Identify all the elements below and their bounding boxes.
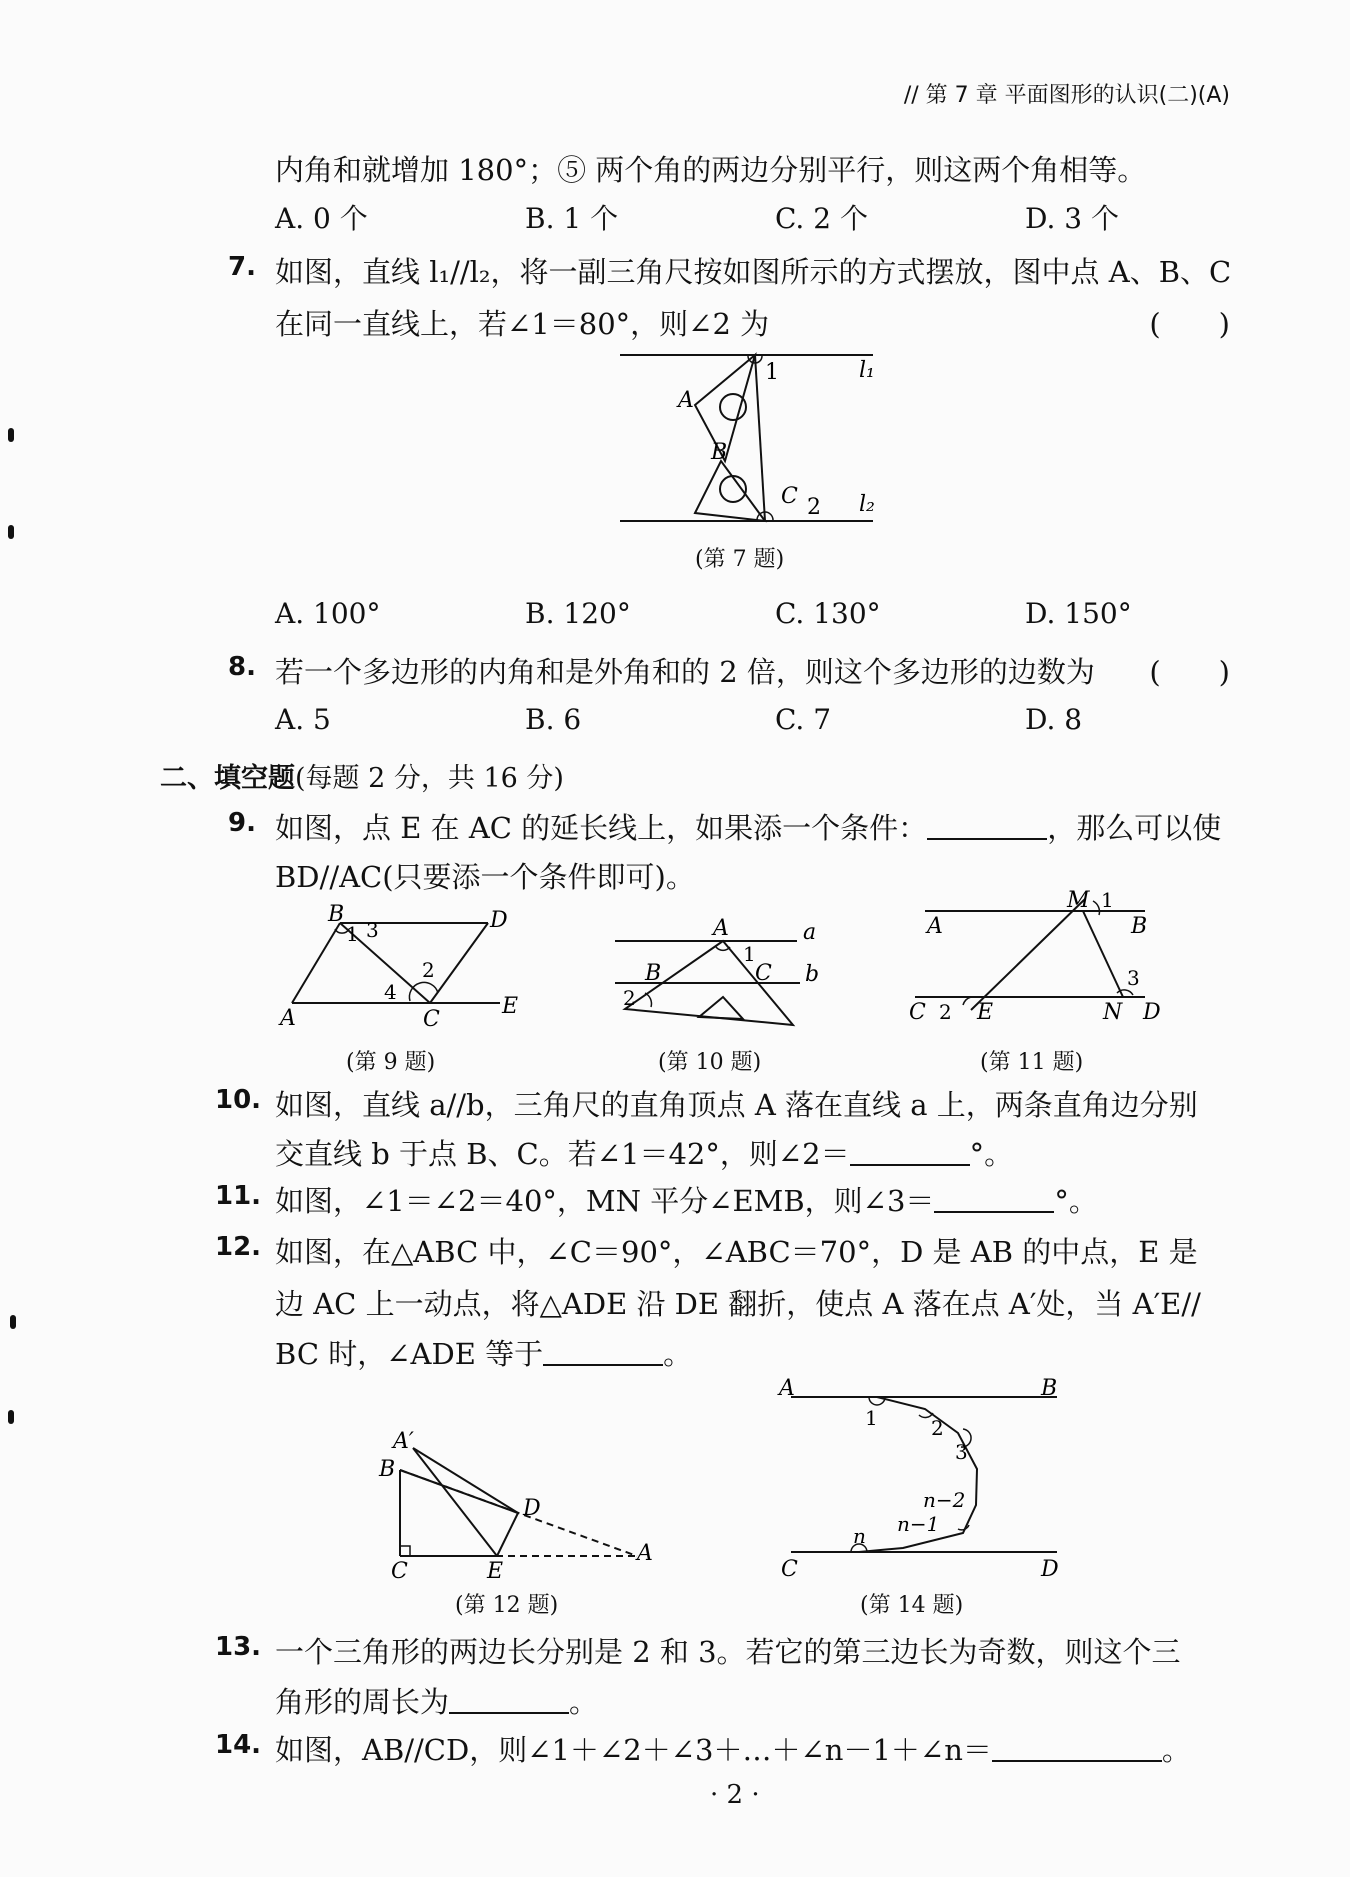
q11-text-b: °。 bbox=[1054, 1184, 1098, 1218]
fig14-label-d: D bbox=[1041, 1557, 1059, 1582]
fig7-label-b: B bbox=[711, 440, 728, 465]
q12-answer-blank[interactable] bbox=[543, 1338, 663, 1366]
q10-line2 bbox=[275, 1132, 1013, 1173]
fig9-label-2: 2 bbox=[422, 958, 435, 982]
q10-figure bbox=[605, 915, 835, 1040]
q13-number: 13. bbox=[215, 1632, 262, 1662]
q12-line1: 如图，在△ABC 中，∠C＝90°，∠ABC＝70°，D 是 AB 的中点，E 是 bbox=[275, 1235, 1198, 1269]
q11-number: 11. bbox=[215, 1181, 262, 1211]
q7-line2: 在同一直线上，若∠1＝80°，则∠2 为 bbox=[275, 307, 770, 341]
q12-line3-a: BC 时，∠ADE 等于 bbox=[275, 1337, 544, 1371]
fig7-label-l1: l₁ bbox=[859, 358, 875, 383]
q13-answer-blank[interactable] bbox=[449, 1686, 569, 1714]
fig7-label-2: 2 bbox=[807, 495, 821, 520]
fig9-label-e: E bbox=[502, 994, 519, 1019]
q13-line2 bbox=[275, 1680, 598, 1721]
fig12-label-a: A bbox=[637, 1541, 653, 1566]
fig10-label-2: 2 bbox=[623, 986, 636, 1010]
q9-number: 9. bbox=[228, 808, 256, 838]
fig14-label-1: 1 bbox=[865, 1406, 878, 1430]
scan-mark bbox=[8, 1410, 14, 1424]
q14-figure bbox=[775, 1375, 1075, 1585]
fig12-label-b: B bbox=[379, 1457, 396, 1482]
q10-number: 10. bbox=[215, 1085, 262, 1115]
fig11-label-1: 1 bbox=[1101, 888, 1114, 912]
scan-mark bbox=[10, 1315, 16, 1329]
fig11-label-2: 2 bbox=[939, 1000, 952, 1024]
scan-mark bbox=[8, 428, 14, 442]
fig9-label-b: B bbox=[328, 902, 345, 927]
fig14-label-n-minus-1: n−1 bbox=[897, 1512, 940, 1536]
fig14-label-3: 3 bbox=[955, 1440, 968, 1464]
fig14-label-c: C bbox=[781, 1557, 798, 1582]
q14-text-b: 。 bbox=[1161, 1733, 1191, 1767]
fig9-label-4: 4 bbox=[384, 980, 397, 1004]
q7-caption: (第 7 题) bbox=[695, 547, 785, 572]
q12-line3-b: 。 bbox=[663, 1337, 693, 1371]
page-number: · 2 · bbox=[710, 1780, 760, 1810]
q13-line1: 一个三角形的两边长分别是 2 和 3。若它的第三边长为奇数，则这个三 bbox=[275, 1635, 1181, 1669]
fig11-label-e: E bbox=[977, 1000, 994, 1025]
fig10-label-c-point: C bbox=[755, 961, 772, 986]
section-fill-in-title bbox=[160, 756, 564, 795]
q6-option-c: C. 2 个 bbox=[775, 202, 868, 235]
q6-option-b: B. 1 个 bbox=[525, 202, 619, 235]
q7-figure bbox=[615, 345, 895, 530]
lower-triangle bbox=[695, 461, 765, 521]
fig11-label-d: D bbox=[1143, 1000, 1161, 1025]
q11-text bbox=[275, 1179, 1098, 1220]
fig7-label-l2: l₂ bbox=[859, 492, 875, 517]
q9-line1 bbox=[275, 806, 1221, 847]
q9-answer-blank[interactable] bbox=[927, 812, 1047, 840]
q6-option-a: A. 0 个 bbox=[275, 202, 368, 235]
q11-text-a: 如图，∠1＝∠2＝40°，MN 平分∠EMB，则∠3＝ bbox=[275, 1184, 935, 1218]
q14-caption: (第 14 题) bbox=[860, 1593, 964, 1618]
fig10-label-1: 1 bbox=[743, 942, 756, 966]
q10-line1: 如图，直线 a//b，三角尺的直角顶点 A 落在直线 a 上，两条直角边分别 bbox=[275, 1088, 1198, 1122]
fig14-label-n-minus-2: n−2 bbox=[923, 1488, 966, 1512]
fig11-label-m: M bbox=[1067, 888, 1090, 913]
q14-text bbox=[275, 1728, 1191, 1769]
fig14-label-2: 2 bbox=[931, 1416, 944, 1440]
fig11-label-3: 3 bbox=[1127, 966, 1140, 990]
q7-line1: 如图，直线 l₁//l₂，将一副三角尺按如图所示的方式摆放，图中点 A、B、C bbox=[275, 255, 1232, 289]
fig12-label-d: D bbox=[523, 1496, 541, 1521]
fig11-label-n: N bbox=[1103, 1000, 1123, 1025]
scan-mark bbox=[8, 525, 14, 539]
fig7-label-a: A bbox=[678, 388, 694, 413]
q9-figure bbox=[278, 902, 538, 1032]
q12-figure bbox=[375, 1420, 675, 1584]
fig14-label-n: n bbox=[853, 1524, 866, 1548]
q8-text: 若一个多边形的内角和是外角和的 2 倍，则这个多边形的边数为 bbox=[275, 655, 1095, 689]
fig10-label-b-line: b bbox=[805, 962, 820, 987]
q9-line1-a: 如图，点 E 在 AC 的延长线上，如果添一个条件： bbox=[275, 811, 928, 845]
q12-number: 12. bbox=[215, 1232, 262, 1262]
fig9-label-a: A bbox=[280, 1006, 296, 1031]
q9-line1-b: ，那么可以使 bbox=[1047, 811, 1222, 845]
q7-number: 7. bbox=[228, 252, 256, 282]
fig9-label-c: C bbox=[423, 1007, 440, 1032]
q7-option-b: B. 120° bbox=[525, 597, 631, 630]
q8-option-d: D. 8 bbox=[1025, 703, 1083, 736]
upper-triangle-hole bbox=[720, 394, 746, 420]
section-note: (每题 2 分，共 16 分) bbox=[295, 763, 564, 794]
q6-tail-text: 内角和就增加 180°；⑤ 两个角的两边分别平行，则这两个角相等。 bbox=[275, 153, 1147, 187]
q10-answer-blank[interactable] bbox=[850, 1138, 970, 1166]
fig12-label-e: E bbox=[487, 1559, 504, 1584]
q7-option-a: A. 100° bbox=[275, 597, 381, 630]
q13-line2-a: 角形的周长为 bbox=[275, 1685, 450, 1719]
q6-option-d: D. 3 个 bbox=[1025, 202, 1119, 235]
page-header: // 第 7 章 平面图形的认识(二)(A) bbox=[903, 83, 1230, 108]
q10-caption: (第 10 题) bbox=[658, 1050, 762, 1075]
q8-number: 8. bbox=[228, 652, 256, 682]
q8-option-c: C. 7 bbox=[775, 703, 832, 736]
q10-line2-a: 交直线 b 于点 B、C。若∠1＝42°，则∠2＝ bbox=[275, 1137, 850, 1171]
q8-option-b: B. 6 bbox=[525, 703, 582, 736]
fig12-label-a-prime: A′ bbox=[393, 1429, 414, 1454]
q13-line2-b: 。 bbox=[569, 1685, 599, 1719]
fig12-label-c: C bbox=[391, 1559, 408, 1584]
q7-option-c: C. 130° bbox=[775, 597, 881, 630]
fig14-label-a: A bbox=[779, 1376, 795, 1401]
q8-option-a: A. 5 bbox=[275, 703, 331, 736]
q12-caption: (第 12 题) bbox=[455, 1593, 559, 1618]
q14-answer-blank[interactable] bbox=[992, 1734, 1162, 1762]
q14-text-a: 如图，AB//CD，则∠1＋∠2＋∠3＋…＋∠n－1＋∠n＝ bbox=[275, 1733, 992, 1767]
fig9-label-d: D bbox=[490, 908, 508, 933]
section-title: 二、填空题 bbox=[160, 763, 295, 794]
fig9-label-1: 1 bbox=[346, 922, 359, 946]
fig10-label-a-point: A bbox=[713, 916, 729, 941]
fig14-label-b: B bbox=[1041, 1376, 1058, 1401]
fig7-label-1: 1 bbox=[765, 360, 779, 385]
fig11-label-c: C bbox=[909, 1000, 926, 1025]
q7-answer-paren: ( ) bbox=[1149, 307, 1230, 341]
q12-line3 bbox=[275, 1332, 692, 1373]
fig7-label-c: C bbox=[781, 484, 798, 509]
fig10-label-a-line: a bbox=[803, 920, 817, 945]
q12-line2: 边 AC 上一动点，将△ADE 沿 DE 翻折，使点 A 落在点 A′处，当 A′E// bbox=[275, 1287, 1201, 1321]
q9-caption: (第 9 题) bbox=[346, 1050, 436, 1075]
q7-option-d: D. 150° bbox=[1025, 597, 1132, 630]
q11-answer-blank[interactable] bbox=[934, 1185, 1054, 1213]
fig11-label-a: A bbox=[927, 914, 943, 939]
fig9-label-3: 3 bbox=[366, 918, 379, 942]
q11-caption: (第 11 题) bbox=[980, 1050, 1084, 1075]
q11-figure bbox=[905, 885, 1175, 1030]
fig11-label-b: B bbox=[1131, 914, 1148, 939]
q9-line2: BD//AC(只要添一个条件即可)。 bbox=[275, 860, 695, 894]
q8-answer-paren: ( ) bbox=[1149, 655, 1230, 689]
q14-number: 14. bbox=[215, 1730, 262, 1760]
q10-line2-b: °。 bbox=[969, 1137, 1014, 1171]
fig10-label-b-point: B bbox=[645, 961, 662, 986]
